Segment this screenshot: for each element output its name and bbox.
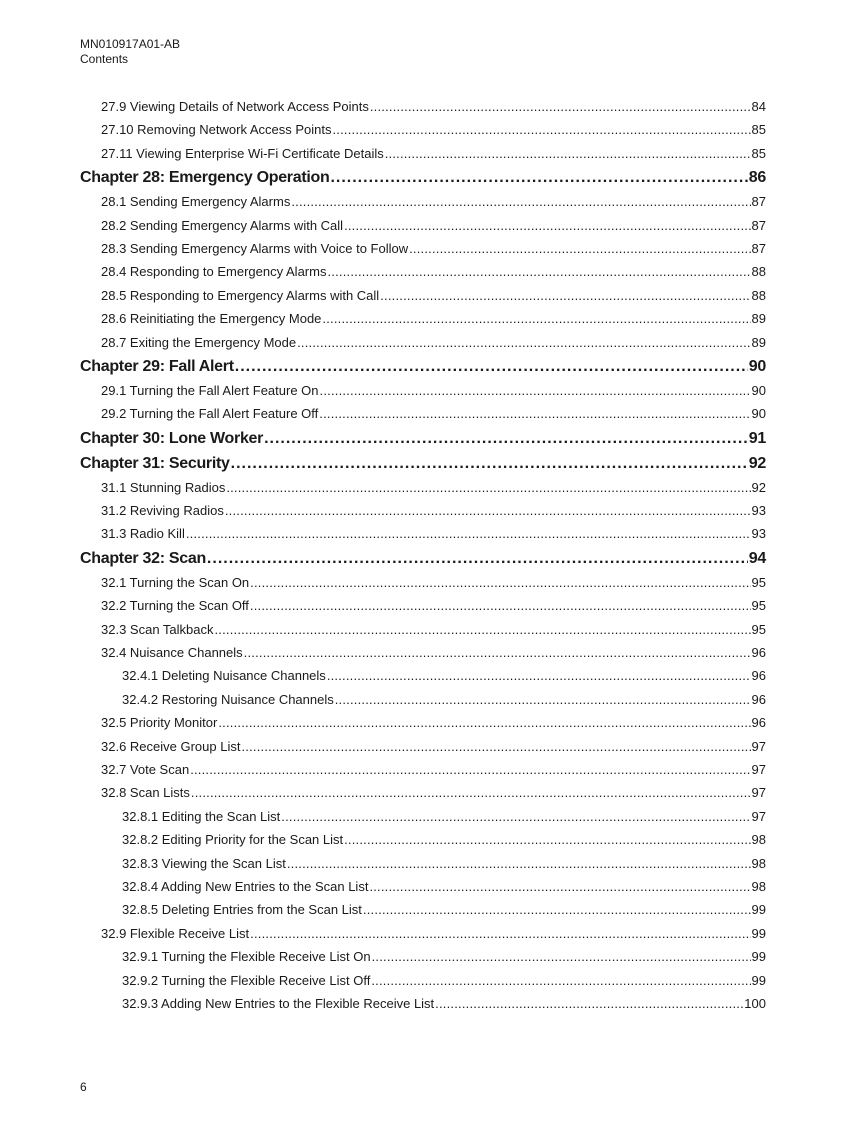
toc-chapter-link[interactable]	[80, 165, 766, 190]
toc-section-link[interactable]	[80, 379, 766, 402]
toc-entry-page: 90	[751, 406, 766, 422]
dot-leader	[380, 284, 750, 307]
toc-entry-page: 92	[751, 479, 766, 495]
toc-entry-page: 99	[751, 949, 766, 965]
toc-section-link[interactable]	[80, 571, 766, 594]
toc-section-link[interactable]	[80, 214, 766, 237]
toc-entry-title: 28.5 Responding to Emergency Alarms with Call	[101, 287, 380, 303]
toc-section-link[interactable]	[80, 618, 766, 641]
toc-chapter-link[interactable]	[80, 451, 766, 476]
toc-section-link[interactable]	[80, 992, 766, 1015]
toc-section-link[interactable]	[80, 875, 766, 898]
dot-leader	[327, 664, 751, 687]
toc-entry-page: 97	[751, 761, 766, 777]
toc-entry-page: 96	[751, 691, 766, 707]
dot-leader	[344, 214, 750, 237]
toc-entry-page: 96	[751, 645, 766, 661]
toc-section-link[interactable]	[80, 402, 766, 425]
toc-entry-title: 32.2 Turning the Scan Off	[101, 598, 249, 614]
toc-entry-title: 32.8 Scan Lists	[101, 785, 190, 801]
toc-entry-page: 98	[751, 855, 766, 871]
dot-leader	[385, 142, 751, 165]
dot-leader	[226, 476, 750, 499]
dot-leader	[372, 945, 751, 968]
toc-entry-page: 95	[751, 574, 766, 590]
toc-entry-page: 89	[751, 311, 766, 327]
toc-entry-page: 90	[751, 382, 766, 398]
toc-entry-title: 32.9.2 Turning the Flexible Receive List Off	[122, 972, 371, 988]
toc-entry-page: 97	[751, 808, 766, 824]
toc-entry-title: 32.8.3 Viewing the Scan List	[122, 855, 286, 871]
dot-leader	[287, 852, 751, 875]
toc-section-link[interactable]	[80, 118, 766, 141]
toc-entry-title: 27.11 Viewing Enterprise Wi-Fi Certificate Details	[101, 145, 384, 161]
dot-leader	[319, 402, 750, 425]
toc-entry-page: 93	[751, 503, 766, 519]
toc-entry-title: 32.4 Nuisance Channels	[101, 645, 243, 661]
toc-entry-page: 99	[751, 972, 766, 988]
toc-entry-page: 96	[751, 715, 766, 731]
dot-leader	[297, 331, 750, 354]
toc-section-link[interactable]	[80, 735, 766, 758]
toc-entry-title: 32.4.1 Deleting Nuisance Channels	[122, 668, 326, 684]
dot-leader	[191, 781, 751, 804]
toc-entry-page: 97	[751, 785, 766, 801]
dot-leader	[320, 379, 751, 402]
toc-entry-title: 28.1 Sending Emergency Alarms	[101, 194, 291, 210]
toc-entry-page: 84	[751, 99, 766, 114]
toc-entry-page: 90	[748, 357, 766, 375]
dot-leader	[409, 237, 750, 260]
dot-leader	[435, 992, 743, 1015]
toc-entry-title: 32.6 Receive Group List	[101, 738, 241, 754]
toc-entry-title: 32.8.2 Editing Priority for the Scan List	[122, 832, 344, 848]
toc-entry-page: 92	[748, 454, 766, 472]
toc-section-link[interactable]	[80, 688, 766, 711]
toc-entry-title: 28.3 Sending Emergency Alarms with Voice to Follow	[101, 240, 409, 256]
toc-section-link[interactable]	[80, 641, 766, 664]
toc-entry-title: 28.4 Responding to Emergency Alarms	[101, 264, 327, 280]
toc-entry-page: 87	[751, 194, 766, 210]
toc-entry-page: 97	[751, 738, 766, 754]
toc-section-link[interactable]	[80, 828, 766, 851]
toc-entry-page: 86	[748, 169, 766, 187]
toc-entry-title: 31.2 Reviving Radios	[101, 503, 224, 519]
toc-section-link[interactable]	[80, 594, 766, 617]
toc-entry-title: 27.9 Viewing Details of Network Access Points	[101, 99, 369, 114]
toc-entry-page: 89	[751, 334, 766, 350]
toc-entry-page: 99	[751, 902, 766, 918]
toc-entry-title: 32.8.5 Deleting Entries from the Scan List	[122, 902, 362, 918]
dot-leader	[244, 641, 751, 664]
dot-leader	[190, 758, 750, 781]
toc-entry-title: 32.9.3 Adding New Entries to the Flexible Receive List	[122, 995, 435, 1011]
toc-entry-title: 32.8.1 Editing the Scan List	[122, 808, 281, 824]
dot-leader	[215, 618, 751, 641]
toc-section-link[interactable]	[80, 522, 766, 545]
toc-entry-page: 98	[751, 878, 766, 894]
page-number: 6	[80, 1080, 87, 1094]
toc-section-link[interactable]	[80, 95, 766, 118]
toc-section-link[interactable]	[80, 237, 766, 260]
toc-entry-page: 98	[751, 832, 766, 848]
dot-leader	[335, 688, 751, 711]
toc-entry-page: 88	[751, 287, 766, 303]
toc-entry-page: 93	[751, 526, 766, 542]
document-id: MN010917A01-AB	[80, 37, 181, 51]
toc-section-link[interactable]	[80, 499, 766, 522]
dot-leader	[218, 711, 750, 734]
dot-leader	[322, 307, 750, 330]
toc-section-link[interactable]	[80, 284, 766, 307]
toc-entry-page: 87	[751, 240, 766, 256]
toc-entry-page: 88	[751, 264, 766, 280]
toc-entry-title: Chapter 30: Lone Worker	[80, 429, 264, 447]
dot-leader	[250, 594, 751, 617]
toc-section-link[interactable]	[80, 331, 766, 354]
dot-leader	[225, 499, 751, 522]
toc-entry-title: 32.3 Scan Talkback	[101, 621, 214, 637]
toc-entry-page: 95	[751, 621, 766, 637]
toc-section-link[interactable]	[80, 307, 766, 330]
dot-leader	[250, 922, 750, 945]
toc-chapter-link[interactable]	[80, 546, 766, 571]
toc-entry-title: 27.10 Removing Network Access Points	[101, 122, 332, 138]
toc-entry-title: 32.9.1 Turning the Flexible Receive List On	[122, 949, 371, 965]
section-title: Contents	[80, 52, 129, 66]
dot-leader	[370, 95, 751, 118]
dot-leader	[291, 190, 750, 213]
toc-entry-page: 95	[751, 598, 766, 614]
toc-section-link[interactable]	[80, 190, 766, 213]
toc-section-link[interactable]	[80, 781, 766, 804]
dot-leader	[250, 571, 750, 594]
page-header	[80, 37, 180, 67]
toc-entry-page: 91	[748, 429, 766, 447]
dot-leader	[207, 546, 748, 571]
dot-leader	[363, 898, 751, 921]
toc-entry-title: 28.2 Sending Emergency Alarms with Call	[101, 217, 344, 233]
toc-entry-title: 29.1 Turning the Fall Alert Feature On	[101, 382, 319, 398]
toc-entry-page: 94	[748, 549, 766, 567]
dot-leader	[344, 828, 750, 851]
dot-leader	[327, 260, 750, 283]
toc-entry-title: 32.8.4 Adding New Entries to the Scan List	[122, 878, 369, 894]
toc-section-link[interactable]	[80, 922, 766, 945]
toc-entry-title: 31.1 Stunning Radios	[101, 479, 226, 495]
toc-section-link[interactable]	[80, 945, 766, 968]
dot-leader	[186, 522, 751, 545]
toc-entry-title: 32.7 Vote Scan	[101, 761, 190, 777]
toc-entry-title: 32.9 Flexible Receive List	[101, 925, 250, 941]
dot-leader	[371, 969, 750, 992]
toc-section-link[interactable]	[80, 711, 766, 734]
dot-leader	[330, 165, 747, 190]
toc-entry-title: 28.7 Exiting the Emergency Mode	[101, 334, 297, 350]
toc-section-link[interactable]	[80, 142, 766, 165]
toc-entry-title: Chapter 28: Emergency Operation	[80, 169, 330, 187]
dot-leader	[264, 426, 748, 451]
dot-leader	[241, 735, 750, 758]
toc-entry-page: 85	[751, 122, 766, 138]
toc-entry-title: 28.6 Reinitiating the Emergency Mode	[101, 311, 322, 327]
table-of-contents	[80, 95, 766, 1015]
toc-section-link[interactable]	[80, 852, 766, 875]
toc-section-link[interactable]	[80, 758, 766, 781]
toc-entry-title: 31.3 Radio Kill	[101, 526, 185, 542]
dot-leader	[235, 354, 748, 379]
toc-section-link[interactable]	[80, 969, 766, 992]
toc-section-link[interactable]	[80, 476, 766, 499]
toc-entry-title: 29.2 Turning the Fall Alert Feature Off	[101, 406, 319, 422]
toc-entry-title: 32.4.2 Restoring Nuisance Channels	[122, 691, 334, 707]
dot-leader	[333, 118, 751, 141]
toc-entry-page: 85	[751, 145, 766, 161]
toc-entry-page: 87	[751, 217, 766, 233]
dot-leader	[281, 805, 750, 828]
toc-entry-title: Chapter 31: Security	[80, 454, 230, 472]
toc-section-link[interactable]	[80, 260, 766, 283]
toc-entry-page: 100	[744, 995, 766, 1011]
toc-section-link[interactable]	[80, 898, 766, 921]
toc-chapter-link[interactable]	[80, 354, 766, 379]
toc-entry-title: Chapter 29: Fall Alert	[80, 357, 234, 375]
dot-leader	[369, 875, 750, 898]
toc-section-link[interactable]	[80, 664, 766, 687]
toc-entry-title: Chapter 32: Scan	[80, 549, 206, 567]
toc-entry-title: 32.1 Turning the Scan On	[101, 574, 250, 590]
toc-entry-title: 32.5 Priority Monitor	[101, 715, 218, 731]
toc-section-link[interactable]	[80, 805, 766, 828]
dot-leader	[231, 451, 748, 476]
toc-entry-page: 96	[751, 668, 766, 684]
toc-entry-page: 99	[751, 925, 766, 941]
toc-chapter-link[interactable]	[80, 426, 766, 451]
